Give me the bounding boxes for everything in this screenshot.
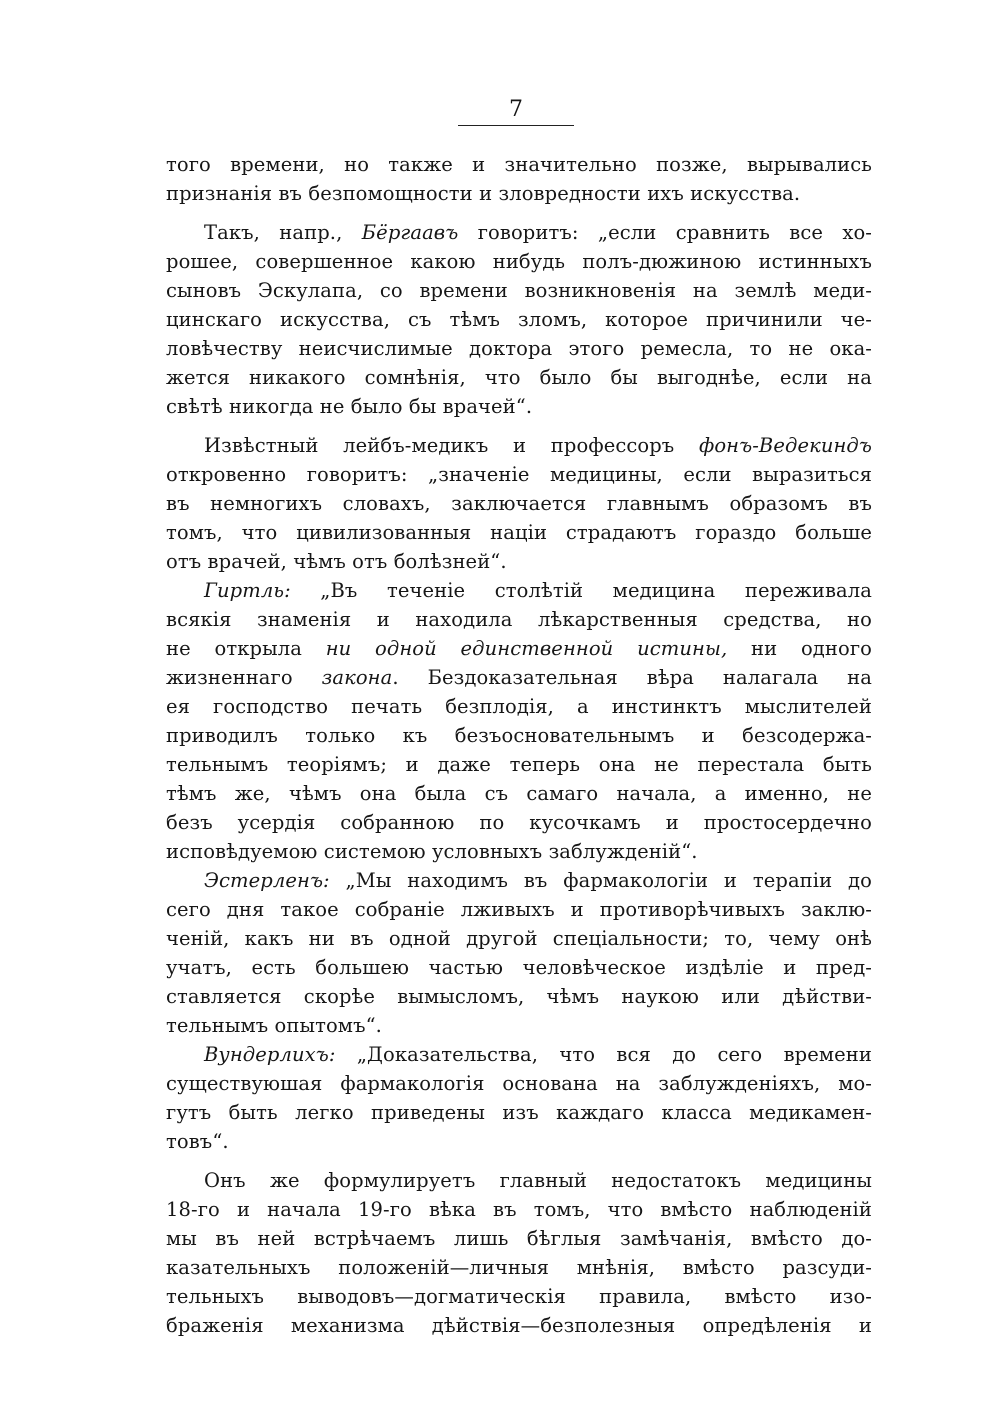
text-span: свѣтѣ никогда не было бы врачей“.	[166, 395, 533, 418]
text-span: ея господство печать безплодія, а инстинктъ мыслителей	[166, 695, 872, 718]
text-span: не открыла	[166, 637, 326, 660]
page-number: 7	[509, 97, 523, 122]
text-line	[166, 363, 872, 392]
text-line	[166, 953, 872, 982]
text-span: гутъ быть легко приведены изъ каждаго класса медикамен-	[166, 1101, 872, 1124]
text-span: приводилъ только къ безъосновательнымъ и безсодержа-	[166, 724, 872, 747]
text-span: тельнымъ теоріямъ; и даже теперь она не перестала быть	[166, 753, 872, 776]
text-span: „Мы находимъ въ фармакологіи и терапіи до	[329, 869, 872, 892]
text-span: браженія механизма дѣйствія—безполезныя опредѣленія и	[166, 1314, 872, 1337]
text-line	[166, 663, 872, 692]
text-span: учатъ, есть большею частью человѣческое издѣліе и пред-	[166, 956, 872, 979]
text-line	[166, 334, 872, 363]
text-line	[166, 518, 872, 547]
text-line	[166, 1311, 872, 1340]
text-line	[166, 1253, 872, 1282]
text-line	[166, 392, 872, 421]
text-line	[166, 547, 872, 576]
text-span: тельныхъ выводовъ—догматическія правила, вмѣсто изо-	[166, 1285, 872, 1308]
text-span: жизненнаго	[166, 666, 322, 689]
italic-text: Эстерленъ:	[204, 869, 330, 892]
text-span: всякія знаменія и находила лѣкарственныя средства, но	[166, 608, 872, 631]
text-span: говоритъ: „если сравнить все хо-	[458, 221, 872, 244]
text-line	[166, 1069, 872, 1098]
text-line	[166, 1098, 872, 1127]
body-text	[166, 150, 872, 1340]
text-span: товъ“.	[166, 1130, 229, 1153]
text-span: ченій, какъ ни въ одной другой спеціальности; то, чему онѣ	[166, 927, 872, 950]
text-line	[166, 218, 872, 247]
text-span: признанія въ безпомощности и зловредности ихъ искусства.	[166, 182, 801, 205]
text-span: „Доказательства, что вся до сего времени	[335, 1043, 872, 1066]
text-line	[166, 779, 872, 808]
text-span: того времени, но также и значительно позже, вырывались	[166, 153, 872, 176]
text-span: въ немногихъ словахъ, заключается главнымъ образомъ въ	[166, 492, 872, 515]
text-line	[166, 1166, 872, 1195]
text-line	[166, 305, 872, 334]
text-line	[166, 692, 872, 721]
text-span: исповѣдуемою системою условныхъ заблужденій“.	[166, 840, 698, 863]
text-span: тѣмъ же, чѣмъ она была съ самаго начала, а именно, не	[166, 782, 872, 805]
text-span: мы въ ней встрѣчаемъ лишь бѣглыя замѣчанія, вмѣсто до-	[166, 1227, 872, 1250]
text-span: . Бездоказательная вѣра налагала на	[392, 666, 872, 689]
text-span: рошее, совершенное какою нибудь полъ-дюжиною истинныхъ	[166, 250, 872, 273]
text-line	[166, 750, 872, 779]
page-number-rule	[458, 125, 574, 126]
text-span: томъ, что цивилизованныя націи страдаютъ гораздо больше	[166, 521, 872, 544]
text-span: 18-го и начала 19-го вѣка въ томъ, что вмѣсто наблюденій	[166, 1198, 872, 1221]
text-line	[166, 1011, 872, 1040]
text-line	[166, 276, 872, 305]
text-span: ловѣчеству неисчислимые доктора этого ремесла, то не ока-	[166, 337, 872, 360]
italic-text: Гиртль:	[204, 579, 291, 602]
text-line	[166, 576, 872, 605]
text-span: сего дня такое собраніе лживыхъ и противорѣчивыхъ заклю-	[166, 898, 872, 921]
italic-text: закона	[321, 666, 393, 689]
text-line	[166, 489, 872, 518]
italic-text: ни одной единственной истины,	[325, 637, 728, 660]
text-span: Такъ, напр.,	[204, 221, 362, 244]
text-line	[166, 808, 872, 837]
text-span: сыновъ Эскулапа, со времени возникновенія на землѣ меди-	[166, 279, 872, 302]
text-line	[166, 1224, 872, 1253]
text-span: ни одного	[727, 637, 872, 660]
text-line	[166, 837, 872, 866]
text-line	[166, 1282, 872, 1311]
text-span: цинскаго искусства, съ тѣмъ зломъ, которое причинили че-	[166, 308, 872, 331]
text-line	[166, 634, 872, 663]
text-line	[166, 866, 872, 895]
text-line	[166, 924, 872, 953]
text-span: Онъ же формулируетъ главный недостатокъ медицины	[204, 1169, 872, 1192]
text-span: отъ врачей, чѣмъ отъ болѣзней“.	[166, 550, 507, 573]
text-line	[166, 721, 872, 750]
text-span: ставляется скорѣе вымысломъ, чѣмъ наукою или дѣйстви-	[166, 985, 872, 1008]
text-span: жется никакого сомнѣнія, что было бы выгоднѣе, если на	[166, 366, 872, 389]
text-span: Извѣстный лейбъ-медикъ и профессоръ	[204, 434, 699, 457]
text-line	[166, 982, 872, 1011]
text-line	[166, 179, 872, 208]
text-span: существуюшая фармакологія основана на заблужденіяхъ, мо-	[166, 1072, 872, 1095]
italic-text: Вундерлихъ:	[204, 1043, 336, 1066]
text-line	[166, 895, 872, 924]
text-span: откровенно говоритъ: „значеніе медицины, если выразиться	[166, 463, 872, 486]
italic-text: фонъ-Ведекиндъ	[698, 434, 872, 457]
text-span: „Въ теченіе столѣтій медицина переживала	[290, 579, 872, 602]
text-line	[166, 1040, 872, 1069]
text-line	[166, 460, 872, 489]
text-line	[166, 150, 872, 179]
text-line	[166, 605, 872, 634]
text-line	[166, 1195, 872, 1224]
text-line	[166, 431, 872, 460]
text-line	[166, 247, 872, 276]
text-span: казательныхъ положеній—личныя мнѣнія, вмѣсто разсуди-	[166, 1256, 872, 1279]
text-span: безъ усердія собранною по кусочкамъ и простосердечно	[166, 811, 872, 834]
italic-text: Бёргаавъ	[361, 221, 459, 244]
text-line	[166, 1127, 872, 1156]
text-span: тельнымъ опытомъ“.	[166, 1014, 382, 1037]
